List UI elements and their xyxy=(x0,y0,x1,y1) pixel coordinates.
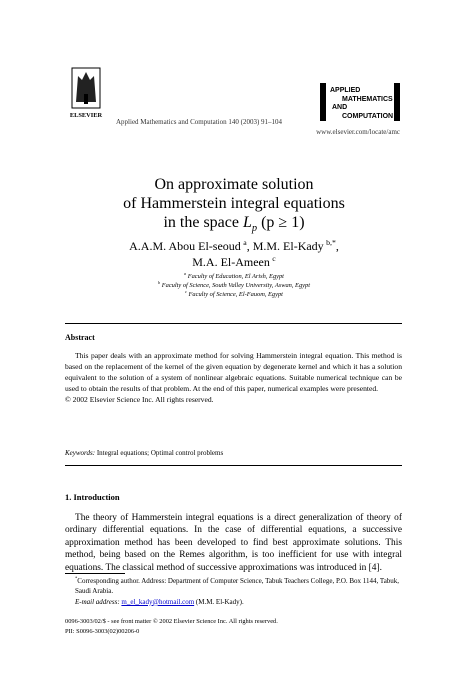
title-line-3-prefix: in the space xyxy=(163,214,243,231)
title-math-L: L xyxy=(242,214,252,231)
keywords-label: Keywords: xyxy=(65,449,96,457)
affiliation-c: $^c$ Faculty of Science, El-Fauom, Egypt xyxy=(185,288,283,298)
footnote-rule xyxy=(65,573,125,574)
journal-citation: Applied Mathematics and Computation 140 (2003) 91–104 xyxy=(116,118,283,126)
journal-logo-line-4: COMPUTATION xyxy=(342,113,394,120)
introduction-paragraph: The theory of Hammerstein integral equations is a direct generalization of theory of ordinary differential equations. In the case of differential equations, a successive approximation method has been developed to find best approximate solutions. This method, being based on the Remes algorithm, is too inefficient for use with integral equations. The classical method of successive approximations was introduced in [4]. xyxy=(65,513,402,573)
affiliation-b: $^b$ Faculty of Science, South Valley University, Aswan, Egypt xyxy=(158,279,310,289)
footnote-author: *Corresponding author. Address: Department of Computer Science, Tabuk Teachers College, P.O. Box 1144, Tabuk, Saudi Arabia. xyxy=(75,575,400,596)
title-line-3-suffix: (p ≥ 1) xyxy=(257,214,305,231)
affiliations xyxy=(0,272,468,299)
author-3: M.A. El-Ameen xyxy=(192,255,270,269)
title-math-sub: p xyxy=(251,223,258,235)
abstract-heading: Abstract xyxy=(65,333,95,342)
abstract-bottom-rule xyxy=(65,465,402,466)
author-list: A.A.M. Abou El-seoud $^a$, M.M. El-Kady $^{b,*}$, M.A. El-Ameen $^c$ xyxy=(129,238,339,269)
abstract-top-rule xyxy=(65,323,402,324)
footnote-mark: * xyxy=(75,575,78,581)
author-3-affil: c xyxy=(272,254,276,263)
title-line-2: of Hammerstein integral equations xyxy=(123,195,345,212)
keywords-text: Integral equations; Optimal control problems xyxy=(96,449,224,457)
email-link[interactable]: m_el_kady@hotmail.com xyxy=(121,597,195,606)
title-line-1: On approximate solution xyxy=(154,176,314,193)
abstract-text: This paper deals with an approximate method for solving Hammerstein integral equation. This method is based on the replacement of the kernel of the given equation by degenerate kernel and which it has a solution equivalent to the solution of a system of nonlinear algebraic equations. Suitable numerical technique can be used to obtain the results of that problem. At the end of this paper, numerical examples were presented. xyxy=(65,351,402,393)
journal-logo-line-2: MATHEMATICS xyxy=(342,96,393,103)
abstract-body xyxy=(65,350,402,405)
front-matter-pii: PII: S0096-3003(02)00206-0 xyxy=(65,628,140,635)
author-2: M.M. El-Kady xyxy=(252,239,324,253)
author-1-affil: a xyxy=(243,238,247,247)
elsevier-tree-icon xyxy=(68,66,104,120)
author-1: A.A.M. Abou El-seoud xyxy=(129,239,241,253)
footnote xyxy=(65,576,402,607)
keywords xyxy=(65,449,223,457)
title-line-3 xyxy=(0,213,468,238)
abstract-copyright: © 2002 Elsevier Science Inc. All rights reserved. xyxy=(65,395,214,404)
paper-title xyxy=(0,175,468,238)
elsevier-logo-text: ELSEVIER xyxy=(69,112,103,119)
journal-logo-line-3: AND xyxy=(332,104,348,111)
journal-url[interactable]: www.elsevier.com/locate/amc xyxy=(316,128,400,136)
front-matter xyxy=(65,617,278,637)
affiliation-a: $^a$ Faculty of Education, El Arish, Egypt xyxy=(184,270,284,280)
section-heading-introduction: 1. Introduction xyxy=(65,492,120,502)
front-matter-issn: 0096-3003/02/$ - see front matter © 2002 Elsevier Science Inc. All rights reserved. xyxy=(65,618,278,625)
journal-logo-line-1: APPLIED xyxy=(330,87,361,94)
author-2-affil: b,* xyxy=(326,238,336,247)
footnote-email: E-mail address: m_el_kady@hotmail.com (M.M. El-Kady). xyxy=(75,597,244,606)
elsevier-logo xyxy=(68,66,104,120)
journal-logo xyxy=(320,83,400,121)
